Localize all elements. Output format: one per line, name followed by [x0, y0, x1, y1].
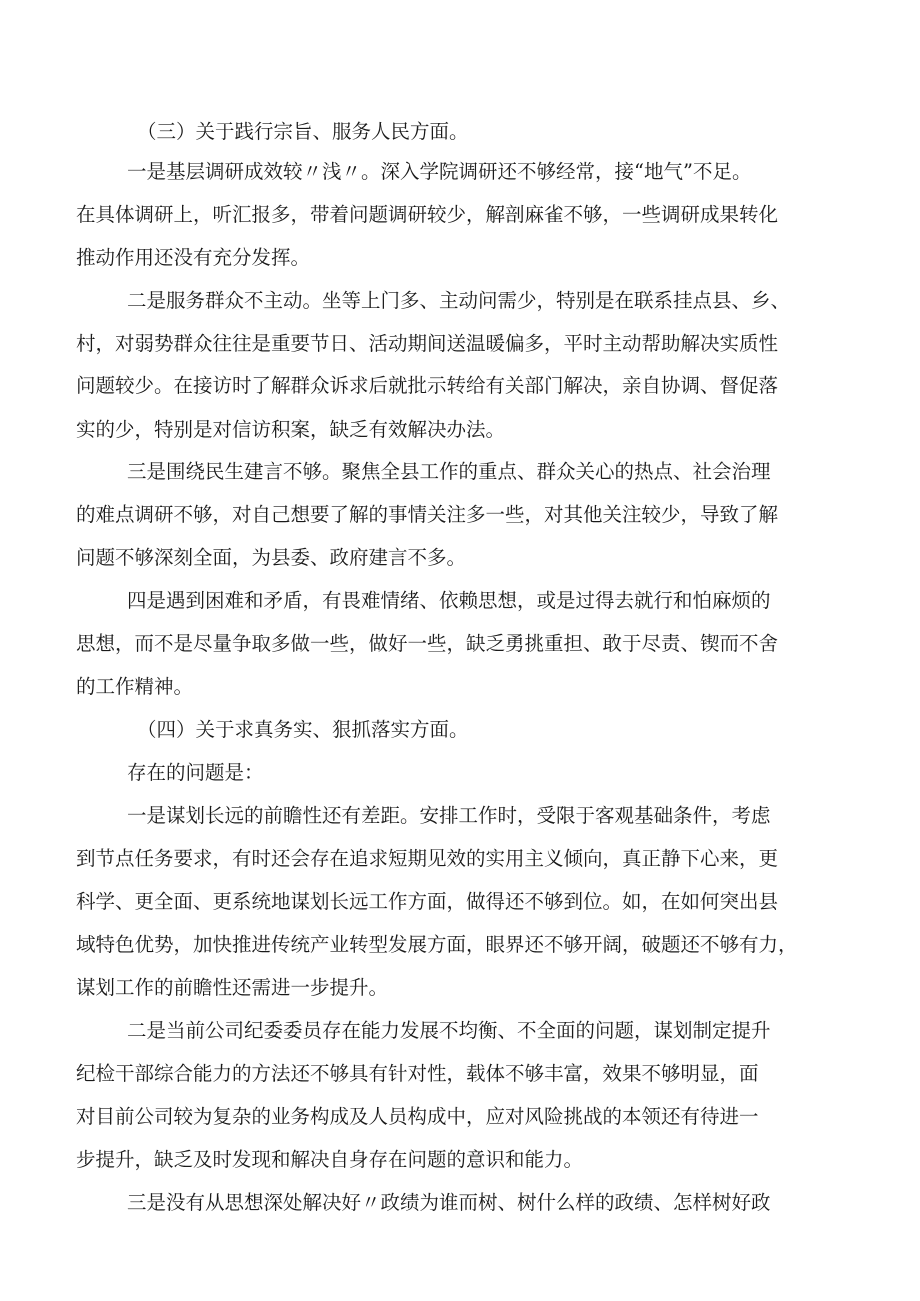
- paragraph-line: 思想，而不是尽量争取多做一些，做好一些，缺乏勇挑重担、敢于尽责、锲而不舍: [76, 632, 779, 655]
- paragraph-line: 推动作用还没有充分发挥。: [76, 246, 311, 269]
- paragraph-line: 问题较少。在接访时了解群众诉求后就批示转给有关部门解决，亲自协调、督促落: [76, 374, 779, 397]
- paragraph-line: 四是遇到困难和矛盾，有畏难情绪、依赖思想，或是过得去就行和怕麻烦的: [127, 589, 771, 612]
- paragraph-line: 一是基层调研成效较〃浅〃。深入学院调研还不够经常，接“地气”不足。: [127, 160, 752, 183]
- paragraph-line: 科学、更全面、更系统地谋划长远工作方面，做得还不够到位。如，在如何突出县: [76, 890, 779, 913]
- paragraph-line: 存在的问题是：: [127, 761, 264, 784]
- section-heading-3: （三）关于践行宗旨、服务人民方面。: [137, 120, 469, 143]
- paragraph-line: 谋划工作的前瞻性还需进一步提升。: [76, 976, 389, 999]
- paragraph-line: 对目前公司较为复杂的业务构成及人员构成中，应对风险挑战的本领还有待进一: [76, 1105, 759, 1128]
- paragraph-line: 的难点调研不够，对自己想要了解的事情关注多一些，对其他关注较少，导致了解: [76, 503, 779, 526]
- paragraph-line: 的工作精神。: [76, 675, 194, 698]
- paragraph-line: 二是当前公司纪委委员存在能力发展不均衡、不全面的问题，谋划制定提升: [127, 1019, 771, 1042]
- paragraph-line: 在具体调研上，听汇报多，带着问题调研较少，解剖麻雀不够，一些调研成果转化: [76, 203, 779, 226]
- paragraph-line: 域特色优势，加快推进传统产业转型发展方面，眼界还不够开阔，破题还不够有力，: [76, 933, 798, 956]
- paragraph-line: 到节点任务要求，有时还会存在追求短期见效的实用主义倾向，真正静下心来，更: [76, 847, 779, 870]
- paragraph-line: 二是服务群众不主动。坐等上门多、主动问需少，特别是在联系挂点县、乡、: [127, 289, 791, 312]
- paragraph-line: 一是谋划长远的前瞻性还有差距。安排工作时，受限于客观基础条件，考虑: [127, 804, 771, 827]
- paragraph-line: 村，对弱势群众往往是重要节日、活动期间送温暖偏多，平时主动帮助解决实质性: [76, 332, 779, 355]
- paragraph-line: 实的少，特别是对信访积案，缺乏有效解决办法。: [76, 418, 506, 441]
- paragraph-line: 纪检干部综合能力的方法还不够具有针对性，载体不够丰富，效果不够明显，面: [76, 1062, 759, 1085]
- paragraph-line: 步提升，缺乏及时发现和解决自身存在问题的意识和能力。: [76, 1148, 584, 1171]
- section-heading-4: （四）关于求真务实、狠抓落实方面。: [137, 718, 469, 741]
- paragraph-line: 三是围绕民生建言不够。聚焦全县工作的重点、群众关心的热点、社会治理: [127, 460, 771, 483]
- paragraph-line: 问题不够深刻全面，为县委、政府建言不多。: [76, 546, 467, 569]
- paragraph-line: 三是没有从思想深处解决好〃政绩为谁而树、树什么样的政绩、怎样树好政: [127, 1191, 771, 1214]
